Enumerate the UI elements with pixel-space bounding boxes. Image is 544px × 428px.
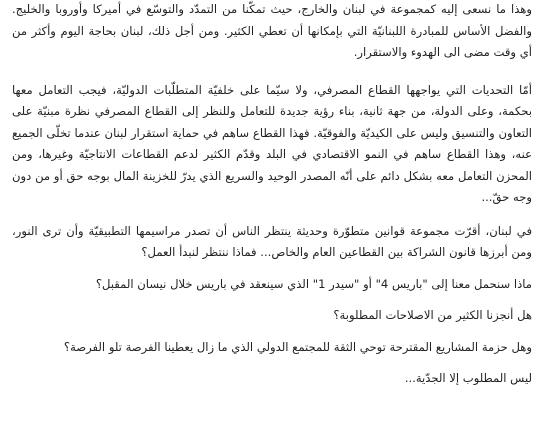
article-paragraph: ليس المطلوب إلا الجدّية... <box>404 371 532 385</box>
article-paragraph: ماذا سنحمل معنا إلى "باريس 4" أو "سيدر 1" الذي سينعقد في باريس خلال نيسان المقبل؟ <box>95 276 532 291</box>
article-paragraph: وهل حزمة المشاريع المقترحة توحي الثقة للمجتمع الدولي الذي ما زال يعطينا الفرصة تلو الفرصة؟ <box>63 339 532 354</box>
article-paragraph: وهذا ما نسعى إليه كمجموعة في لبنان والخارج، حيث تمكّنا من التمدّد والتوسّع في أميركا وأوروبا والخليج. والفضل الأساس للمبادرة اللبنانيّة التي بإمكانها أن تعطي الكثير. ومن أجل ذلك، لبنان بحاجة اليوم وأكثر من أي وقت مضى الى الهدوء والاستقرار. <box>12 2 532 59</box>
article-paragraph: هل أنجزنا الكثير من الاصلاحات المطلوبة؟ <box>333 308 532 322</box>
article-paragraph: في لبنان، أقرّت مجموعة قوانين متطوّرة وحديثة ينتظر الناس أن تصدر مراسيمها التطبيقيّة وأن ترى النور، ومن أبرزها قانون الشراكة بين القطاعين العام والخاص... فماذا ننتظر لنبدأ العمل؟ <box>12 223 532 259</box>
article-paragraph: أمّا التحديات التي يواجهها القطاع المصرفي، ولا سيّما على خلفيّة المتطلّبات الدوليّة، فيجب التعامل معها بحكمة، وعلى الدولة، من جهة ثانية، بناء رؤية جديدة للتعامل وللنظر إلى القطاع المصرفي نظرة مبنيّة على التعاون والتنسيق وليس على الكيديّة والفوقيّة. فهذا القطاع ساهم في حماية استقرار لبنان عندما تخلّى الجميع عنه، وهذا القطاع ساهم في النمو الاقتصادي في البلد وقدّم الكثير لدعم القطاعات الانتاجيّة وغيرها، ومن المحزن التعامل معه بشكل دائم على أنّه المصدر الوحيد والسريع الذي يدرّ للخزينة المال بوجه حق أو من دون وجه حقّ... <box>12 82 532 204</box>
